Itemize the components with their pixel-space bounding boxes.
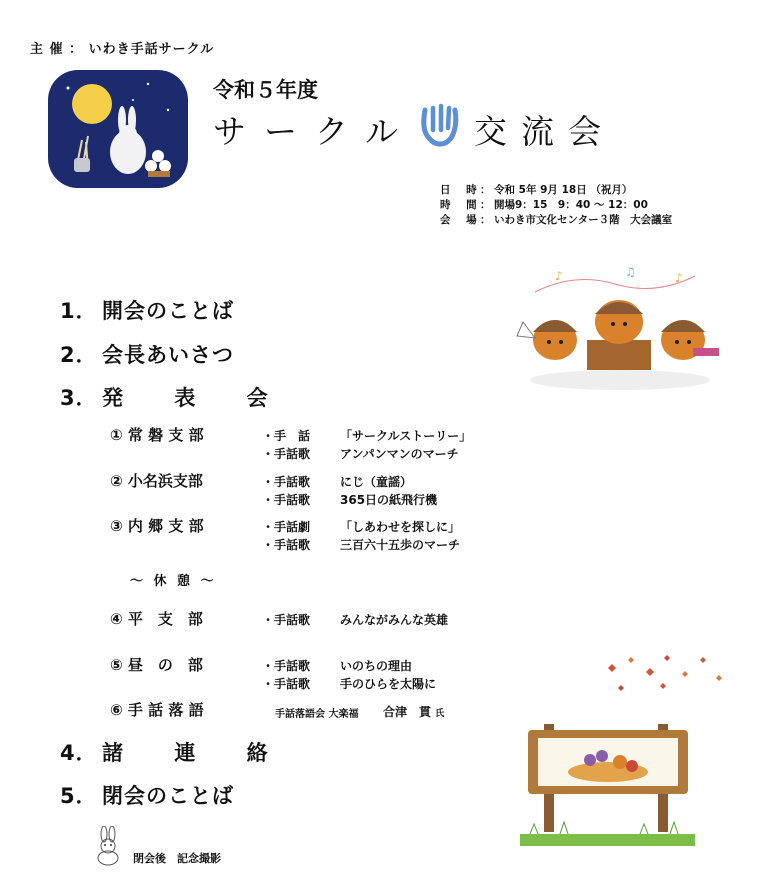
sign-language-hand-icon (415, 102, 463, 152)
agenda-item-3: 3． 発 表 会 (60, 386, 290, 410)
organizer-text: 主 催 ： いわき手話サークル (30, 42, 215, 57)
info-date-row: 日 時： 令和 5年 9月 18日 （祝月） (440, 184, 633, 196)
performance-row: ・手話歌 365日の紙飛行機 (262, 493, 438, 507)
branch-uchigou: ③ 内 郷 支 部 (110, 517, 204, 535)
performance-row: ・手話歌 アンパンマンのマーチ (262, 447, 459, 461)
agenda-item-1: 1． 開会のことば (60, 299, 234, 323)
branch-taira: ④ 平 支 部 (110, 610, 203, 628)
event-time: 開場9：15 9：40 ～ 12：00 (494, 199, 648, 211)
svg-text:♪: ♪ (555, 269, 563, 283)
svg-text:♫: ♫ (625, 265, 636, 279)
break-label: ～ 休 憩 ～ (130, 574, 217, 589)
event-info (440, 183, 672, 228)
rakugo-group: 手話落語会 大楽福 (275, 709, 359, 720)
agenda-item-2: 2． 会長あいさつ (60, 343, 234, 367)
info-time-row: 時 間： 開場9：15 9：40 ～ 12：00 (440, 199, 648, 211)
acorn-musicians-illustration (515, 262, 725, 402)
performance-row: ・手 話 「サークルストーリー」 (262, 429, 472, 443)
agenda-item-4: 4． 諸 連 絡 (60, 741, 290, 765)
performance-row: ・手話劇 「しあわせを探しに」 (262, 520, 461, 534)
photo-session-note: 閉会後 記念撮影 (133, 852, 221, 865)
info-venue-row: 会 場： いわき市文化センター３階 大会議室 (440, 214, 673, 226)
year-title: 令和５年度 (213, 78, 318, 102)
performance-row: ・手話歌 三百六十五歩のマーチ (262, 538, 461, 552)
rabbit-sketch-icon (90, 826, 128, 866)
page-title (213, 106, 615, 153)
autumn-signboard-illustration (520, 718, 695, 846)
agenda-item-5: 5． 閉会のことば (60, 784, 234, 808)
falling-leaves-decoration (600, 650, 730, 700)
rakugo-performer: 合津 貫 氏 (383, 705, 445, 719)
performance-row: ・手話歌 みんながみんな英雄 (262, 613, 449, 627)
svg-text:♪: ♪ (675, 271, 683, 285)
title-part-circle: サークル (213, 112, 417, 151)
branch-jouban: ① 常 磐 支 部 (110, 426, 204, 444)
event-venue: いわき市文化センター３階 大会議室 (494, 214, 673, 226)
event-date: 令和 5年 9月 18日 （祝月） (494, 184, 633, 196)
performance-row: ・手話歌 手のひらを太陽に (262, 677, 437, 691)
moon-rabbit-illustration (48, 70, 188, 188)
performance-row: ・手話歌 いのちの理由 (262, 659, 413, 673)
branch-daytime: ⑤ 昼 の 部 (110, 656, 203, 674)
performance-row: ・手話歌 にじ（童謡） (262, 475, 413, 489)
title-part-exchange: 交流会 (474, 112, 616, 151)
branch-onahama: ② 小名浜支部 (110, 472, 203, 490)
branch-rakugo: ⑥ 手 話 落 語 (110, 701, 204, 719)
